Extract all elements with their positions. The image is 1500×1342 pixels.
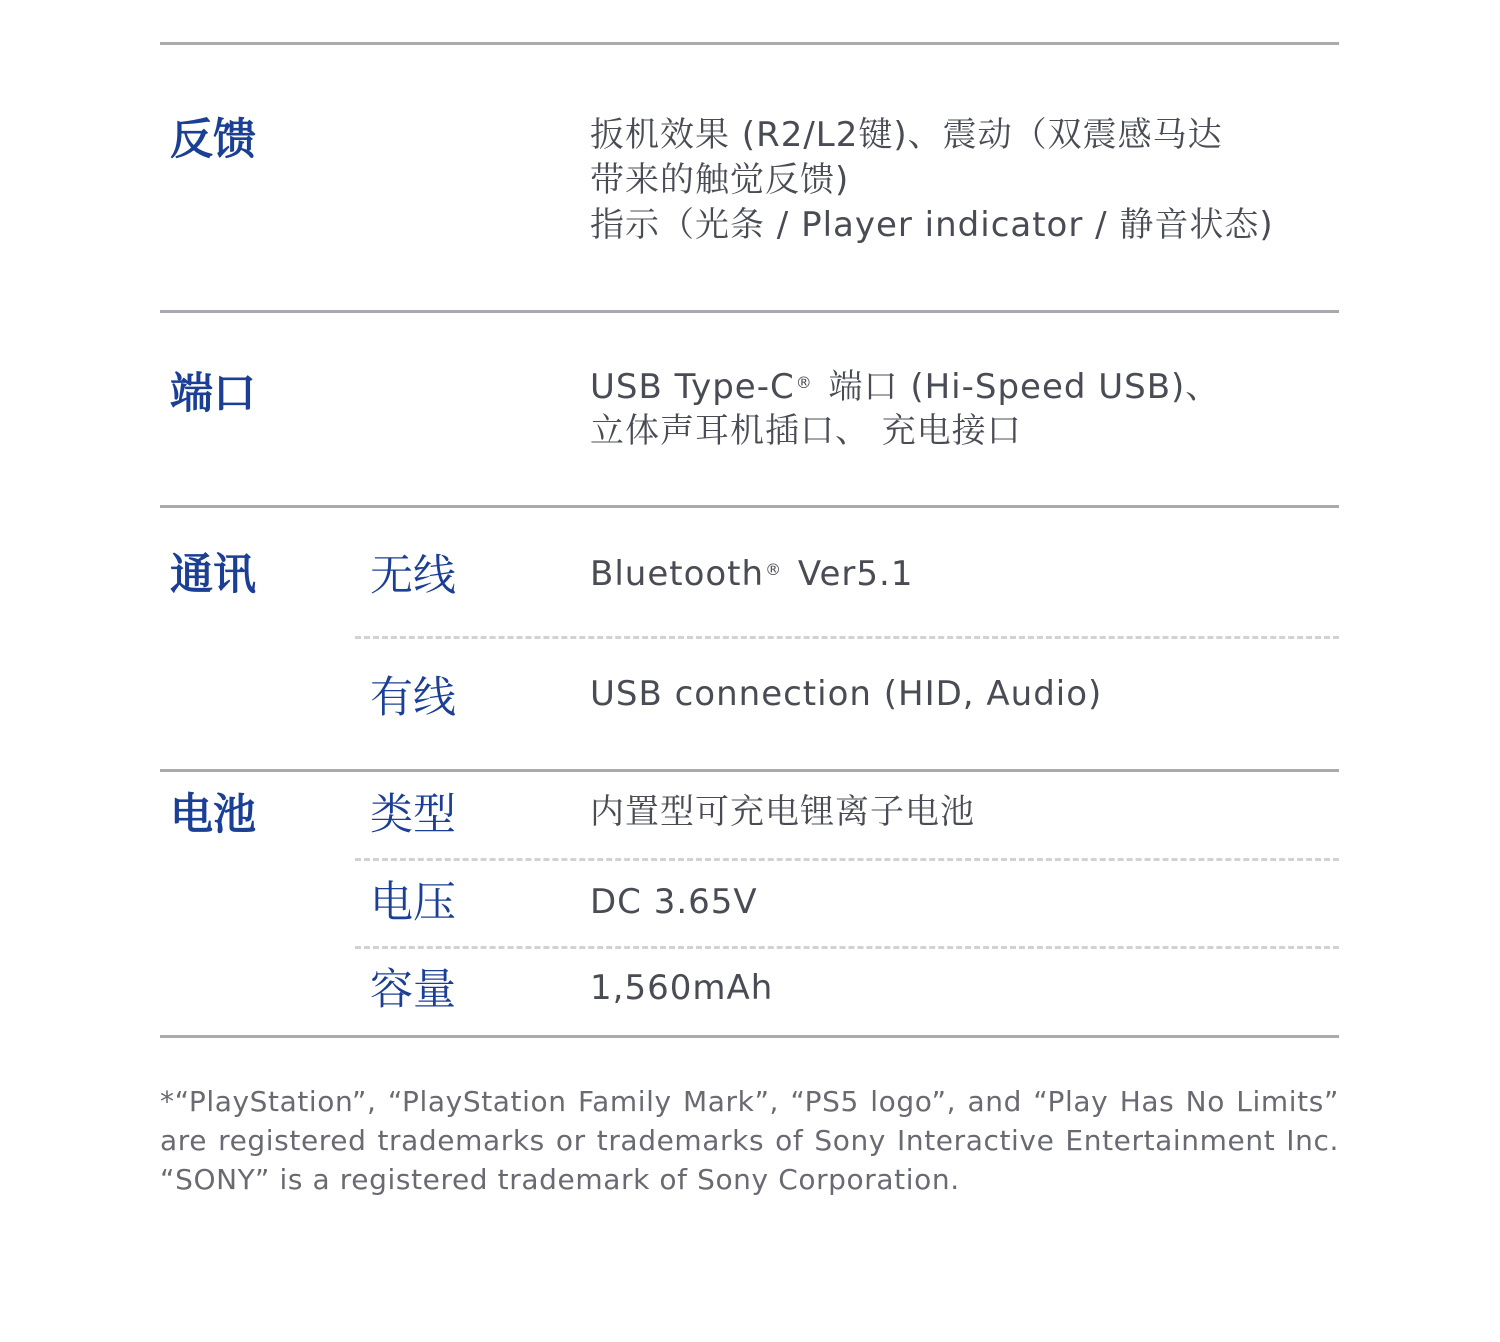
spec-row-battery [160,772,1339,1035]
dashed-divider [355,636,1339,639]
trademark-footnote: *“PlayStation”, “PlayStation Family Mark”, “PS5 logo”, and “Play Has No Limits” are registered trademarks or trademarks of Sony Interactive Entertainment Inc. “SONY” is a registered trademark of Sony Corporation. [160,1085,1339,1196]
ports-usb-text: USB Type-C [590,367,795,407]
sub-label-wired: 有线 [370,673,456,723]
spec-row-ports [160,313,1339,505]
feedback-value-line-3: 指示（光条 / Player indicator / 静音状态) [590,205,1274,245]
spec-row-communication [160,508,1339,769]
battery-capacity-value: 1,560mAh [590,968,774,1008]
wireless-value [590,552,913,596]
feedback-value-line-2: 带来的触觉反馈) [590,160,850,200]
spec-row-feedback [160,45,1339,310]
sub-label-wireless: 无线 [370,551,456,601]
registered-mark: ® [765,560,783,579]
divider-bottom [160,1035,1339,1038]
wired-value: USB connection (HID, Audio) [590,674,1103,714]
battery-voltage-value: DC 3.65V [590,882,758,922]
dashed-divider [355,858,1339,861]
sub-label-voltage: 电压 [370,878,456,928]
ports-value-line-1 [590,365,1220,409]
ports-value-line-2: 立体声耳机插口、 充电接口 [590,411,1022,451]
category-battery: 电池 [170,790,256,840]
category-communication: 通讯 [170,550,256,600]
bluetooth-version: Ver5.1 [786,554,914,594]
feedback-value-line-1: 扳机效果 (R2/L2键)、震动（双震感马达 [590,115,1223,155]
battery-type-value: 内置型可充电锂离子电池 [590,792,975,832]
spec-table [160,42,1339,1038]
ports-usb-suffix: 端口 (Hi-Speed USB)、 [816,367,1221,407]
registered-mark: ® [795,373,813,392]
sub-label-capacity: 容量 [370,965,456,1015]
bluetooth-text: Bluetooth [590,554,765,594]
category-ports: 端口 [170,369,256,419]
sub-label-type: 类型 [370,790,456,840]
dashed-divider [355,946,1339,949]
category-feedback: 反馈 [170,115,256,165]
